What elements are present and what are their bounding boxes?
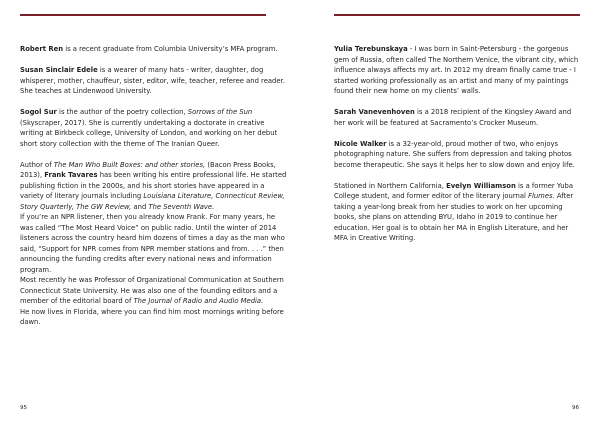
bio-text: has been writing his entire professional life. He started publishing fiction in the 2000s, and his short stories have appeared in a variety of literary journals including: [20, 171, 287, 200]
left-header-rule: [20, 14, 266, 16]
bio-name: Frank Tavares: [44, 171, 98, 179]
left-page-column: [20, 44, 288, 328]
journal-titles: Louisiana Literature, Connecticut Review, Story Quarterly, The GW Review,: [20, 192, 285, 211]
bio-frank-tavares-p4: He now lives in Florida, where you can find him most mornings writing before dawn.: [20, 307, 284, 326]
bio-frank-tavares-p3: [20, 275, 288, 307]
bio-text: is a recent graduate from Columbia University’s MFA program.: [63, 45, 278, 53]
journal-title: Flumes.: [528, 192, 555, 200]
bio-text: is a wearer of many hats - writer, daughter, dog whisperer, mother, chauffeur, sister, editor, wife, teacher, referee and reader. She teaches at Lindenwood University.: [20, 66, 285, 95]
right-page-column: [334, 44, 582, 254]
page-number-left: 95: [20, 405, 27, 411]
bio-sogol-sur: [20, 107, 288, 149]
bio-text: is the author of the poetry collection,: [56, 108, 188, 116]
bio-name: Evelyn Williamson: [446, 181, 516, 190]
bio-text: and: [131, 202, 149, 211]
bio-name: Sarah Vanevenhoven: [334, 108, 415, 116]
page-number-right: 96: [572, 405, 579, 411]
bio-text: After taking a year-long break from her studies to work on her upcoming books, she plans on attending BYU, Idaho in 2019 to continue her education. Her goal is to obtain her MA in English Literature, and her MFA in Creative Writing.: [334, 192, 574, 242]
journal-title: The Seventh Wave.: [148, 202, 215, 211]
bio-text: is a former Yuba College student, and former editor of the literary journal: [334, 181, 574, 200]
bio-frank-tavares-p1: [20, 160, 288, 213]
bio-text: - I was born in Saint-Petersburg - the gorgeous gem of Russia, often called The Northern Venice, the vibrant city, which influence always affects my art. In 2012 my dream finally came true - I started working professionally as an artist and many of my paintings found their new home on my clients’ walls.: [334, 45, 579, 95]
bio-name: Sogol Sur: [20, 108, 57, 116]
bio-name: Robert Ren: [20, 45, 64, 53]
bio-text: Stationed in Northern California,: [334, 181, 447, 190]
bio-text: (Bacon Press Books, 2013),: [20, 160, 276, 179]
bio-nicole-walker: [334, 139, 582, 171]
bio-yulia-terebunskaya: [334, 44, 582, 97]
right-header-rule: [334, 14, 580, 16]
bio-evelyn-williamson: [334, 181, 582, 244]
bio-sarah-vanevenhoven: [334, 107, 582, 128]
bio-name: Yulia Terebunskaya: [334, 45, 408, 53]
bio-name: Nicole Walker: [334, 139, 387, 148]
book-title: Sorrows of the Sun: [187, 108, 253, 116]
bio-robert-ren: [20, 44, 288, 55]
journal-title: The Journal of Radio and Audio Media.: [133, 297, 264, 305]
bio-text: (Skyscraper, 2017). She is currently undertaking a doctorate in creative writing at Birkbeck college, University of London, and working on her debut short story collection with the theme of The Iranian Queer.: [20, 118, 278, 148]
bio-text: is a 32-year-old, proud mother of two, who enjoys photographing nature. She suffers from depression and taking photos become therapeutic. She says it helps her to slow down and enjoy life.: [334, 139, 575, 169]
bio-susan-sinclair-edele: [20, 65, 288, 97]
bio-text: Most recently he was Professor of Organizational Communication at Southern Connecticut State University. He was also one of the founding editors and a member of the editorial board of: [20, 276, 284, 305]
bio-frank-tavares-p2: If you’re an NPR listener, then you already know Frank. For many years, he was called “The Most Heard Voice” on public radio. Until the winter of 2014 listeners across the country heard him dozens of times a day as the man who said, “Support for NPR comes from NPR member stations and from. . . .” then announcing the funding credits after every national news and information program.: [20, 213, 285, 274]
bio-name: Susan Sinclair Edele: [20, 66, 98, 74]
bio-text: is a 2018 recipient of the Kingsley Award and her work will be featured at Sacramento’s Crocker Museum.: [334, 108, 572, 127]
bio-text: Author of: [20, 160, 54, 169]
book-title: The Man Who Built Boxes: and other stories,: [53, 160, 206, 169]
